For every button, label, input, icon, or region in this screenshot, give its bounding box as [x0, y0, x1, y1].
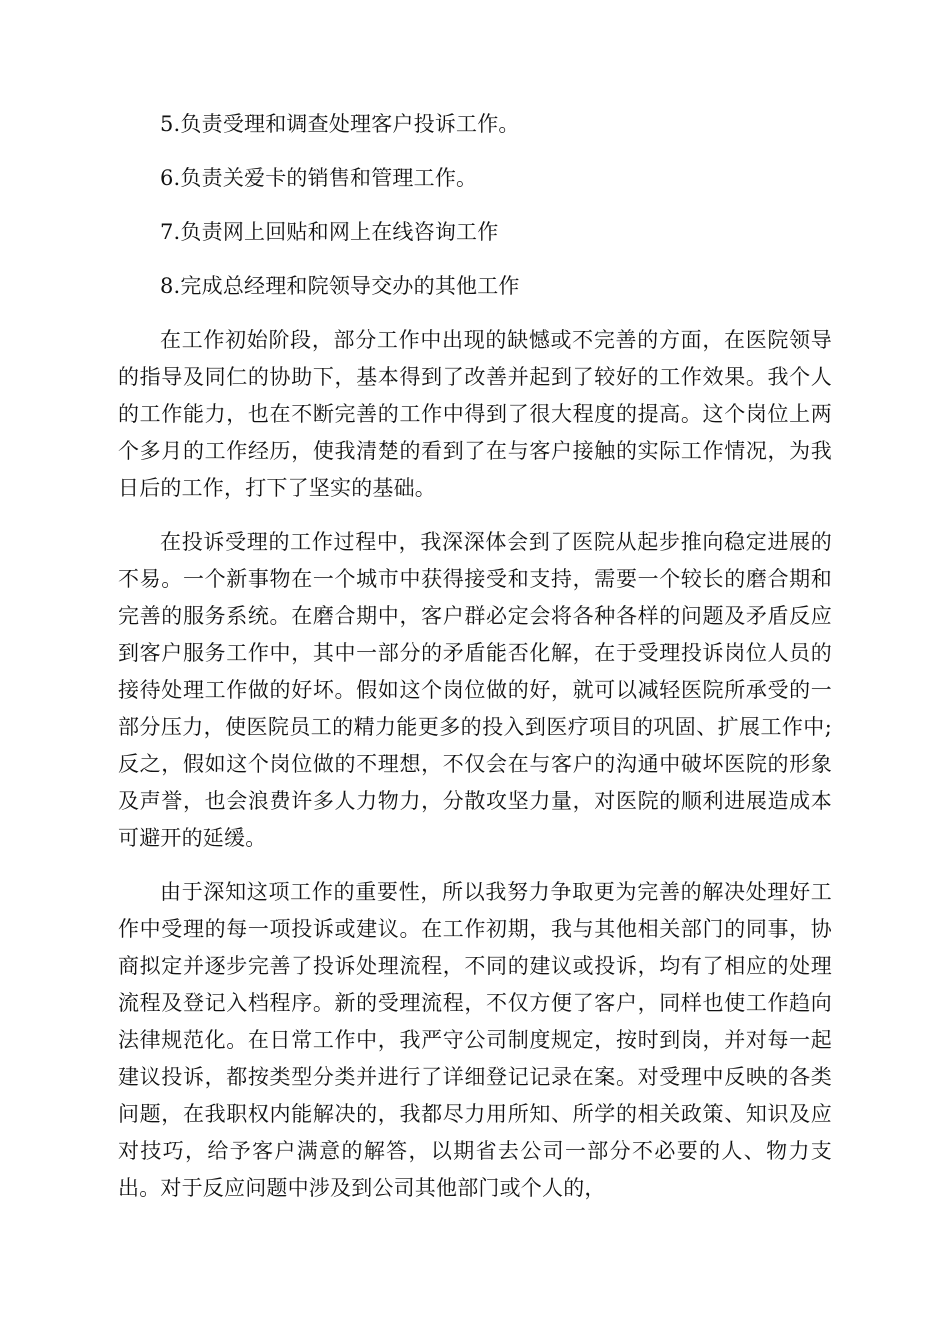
paragraph-importance: 由于深知这项工作的重要性，所以我努力争取更为完善的解决处理好工作中受理的每一项投诉或建议。在工作初期，我与其他相关部门的同事，协商拟定并逐步完善了投诉处理流程，不同的建议或投诉，均有了相应的处理流程及登记入档程序。新的受理流程，不仅方便了客户，同样也使工作趋向法律规范化。在日常工作中，我严守公司制度规定，按时到岗，并对每一起建议投诉，都按类型分类并进行了详细登记记录在案。对受理中反映的各类问题，在我职权内能解决的，我都尽力用所知、所学的相关政策、知识及应对技巧，给予客户满意的解答，以期省去公司一部分不必要的人、物力支出。对于反应问题中涉及到公司其他部门或个人的，	[118, 880, 832, 1200]
duty-item-6: 6.负责关爱卡的销售和管理工作。	[160, 166, 478, 190]
document-page	[118, 106, 832, 1224]
paragraph-initial-stage: 在工作初始阶段，部分工作中出现的缺憾或不完善的方面，在医院领导的指导及同仁的协助下，基本得到了改善并起到了较好的工作效果。我个人的工作能力，也在不断完善的工作中得到了很大程度的提高。这个岗位上两个多月的工作经历，使我清楚的看到了在与客户接触的实际工作情况，为我日后的工作，打下了坚实的基础。	[118, 328, 832, 500]
duty-item-5: 5.负责受理和调查处理客户投诉工作。	[160, 112, 520, 136]
duty-item-8: 8.完成总经理和院领导交办的其他工作	[160, 274, 520, 298]
duty-item-7: 7.负责网上回贴和网上在线咨询工作	[160, 220, 499, 244]
paragraph-complaint-process: 在投诉受理的工作过程中，我深深体会到了医院从起步推向稳定进展的不易。一个新事物在一个城市中获得接受和支持，需要一个较长的磨合期和完善的服务系统。在磨合期中，客户群必定会将各种各样的问题及矛盾反应到客户服务工作中，其中一部分的矛盾能否化解，在于受理投诉岗位人员的接待处理工作做的好坏。假如这个岗位做的好，就可以减轻医院所承受的一部分压力，使医院员工的精力能更多的投入到医疗项目的巩固、扩展工作中;反之，假如这个岗位做的不理想，不仅会在与客户的沟通中破坏医院的形象及声誉，也会浪费许多人力物力，分散攻坚力量，对医院的顺利进展造成本可避开的延缓。	[118, 530, 832, 850]
